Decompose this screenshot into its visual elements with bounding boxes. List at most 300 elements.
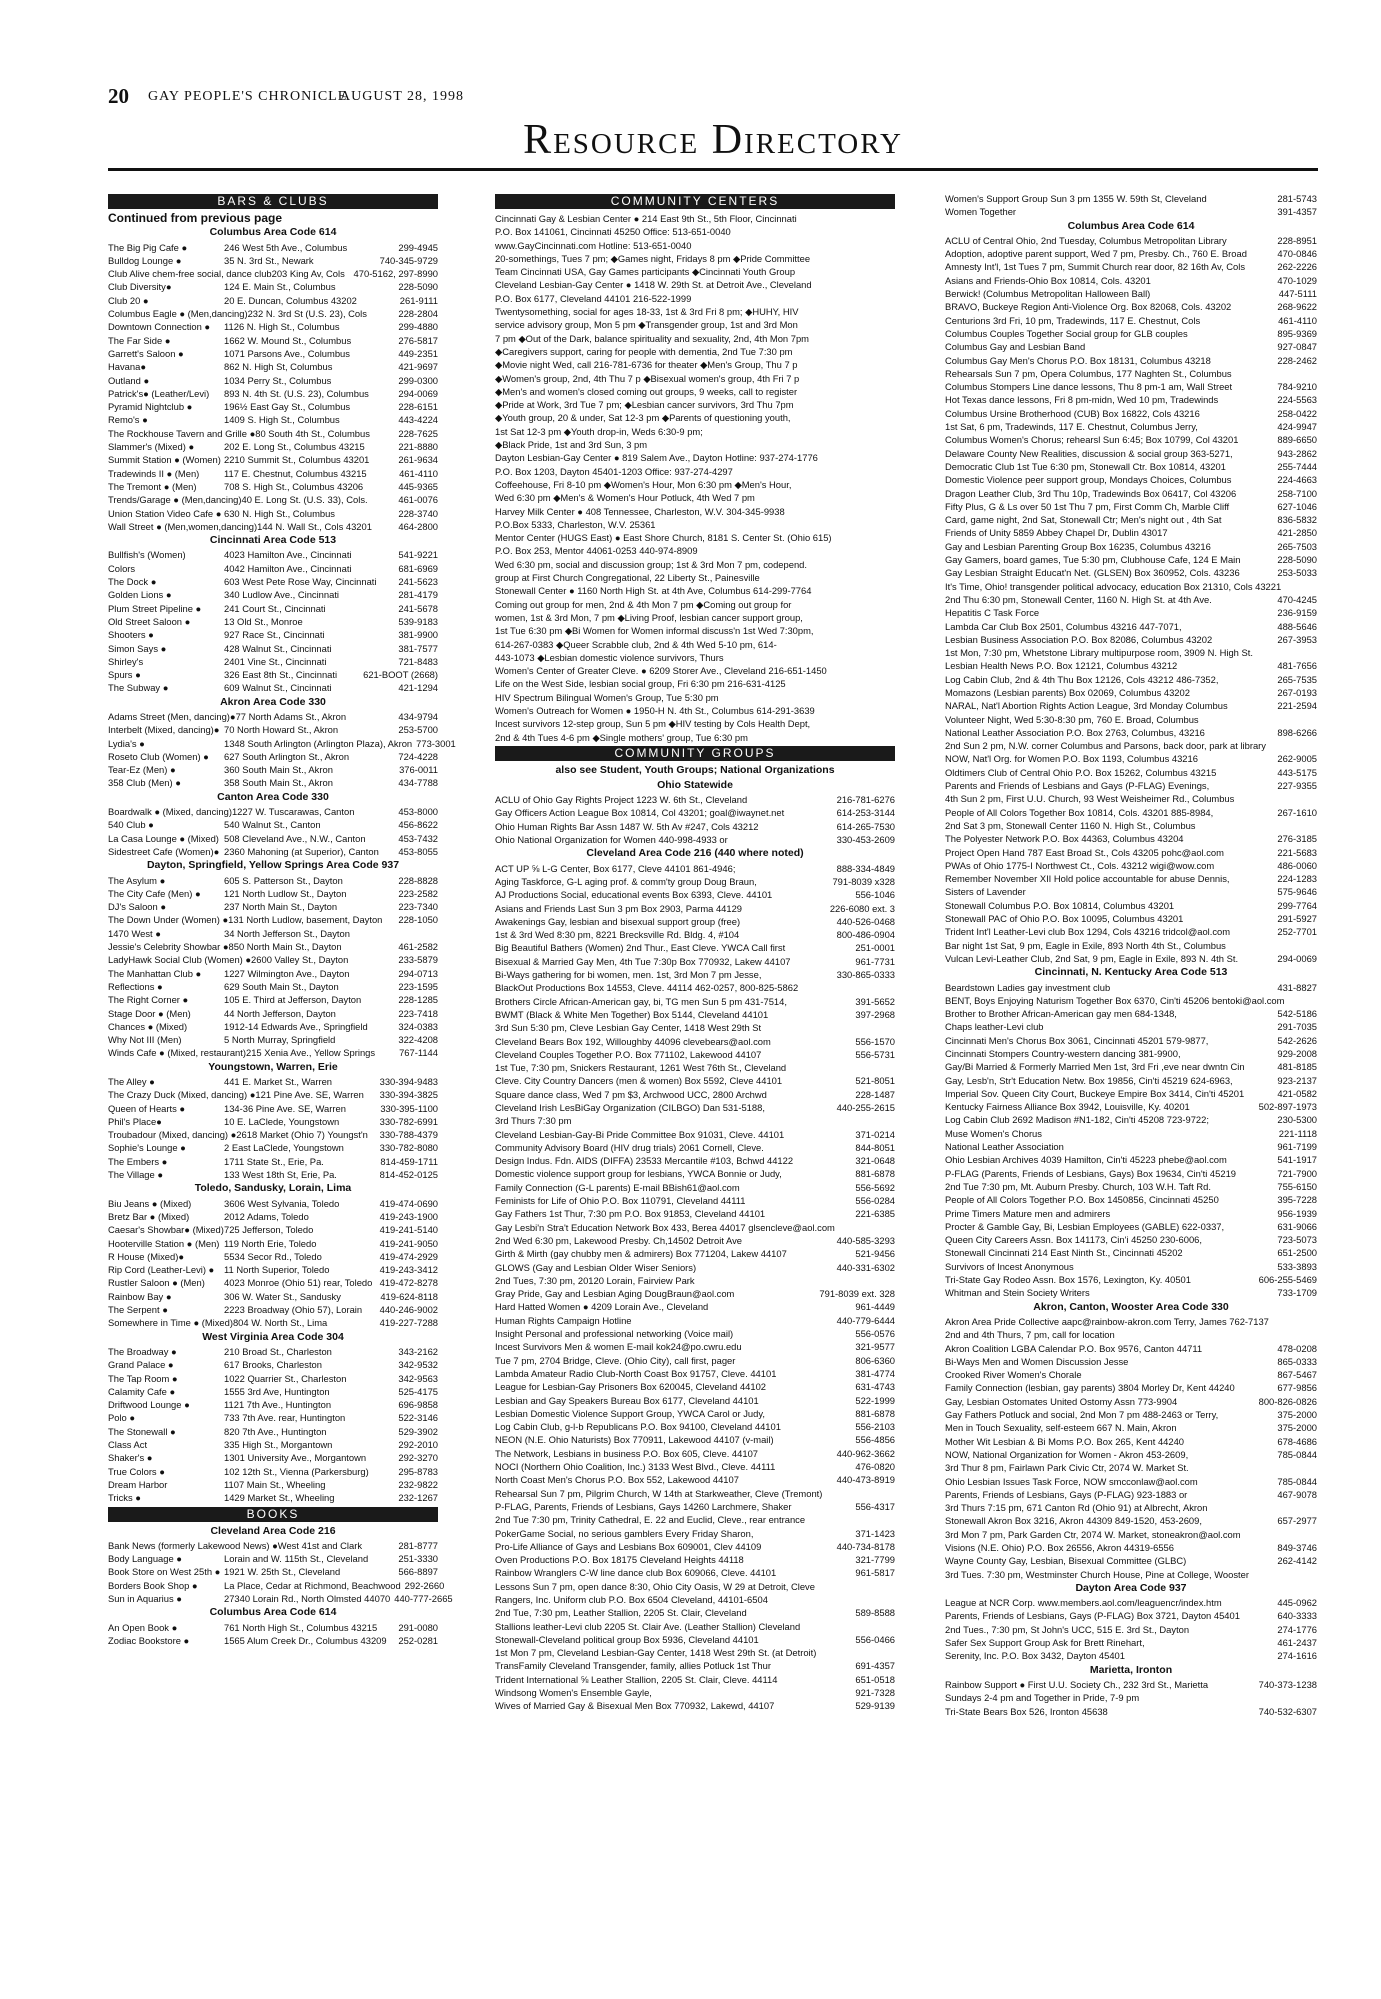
listing-row xyxy=(945,1020,1317,1033)
listing-phone: 330-394-9483 xyxy=(379,1076,438,1087)
listing-address: 20 E. Duncan, Columbus 43202 xyxy=(224,294,357,306)
listing-text: NOW, National Organization for Women - Akron 453-2609, xyxy=(945,1448,1189,1460)
listing-row xyxy=(495,1620,895,1633)
listing-row xyxy=(945,1007,1317,1020)
listing-text: Girth & Mirth (gay chubby men & admirers) Box 771204, Lakew 44107 xyxy=(495,1248,787,1260)
listing-address: 40 E. Long St. (U.S. 33), Cols. xyxy=(241,494,368,506)
listing-phone: 651-2500 xyxy=(1277,1247,1317,1259)
listing-address: 203 King Av, Cols xyxy=(271,268,345,280)
listing-group xyxy=(945,1678,1317,1718)
listing-address: 5534 Secor Rd., Toledo xyxy=(224,1250,322,1262)
listing-phone: 228-8951 xyxy=(1277,234,1317,246)
listing-row xyxy=(108,307,438,320)
title-rule xyxy=(108,168,1318,171)
listing-text: Asians and Friends-Ohio Box 10814, Cols. 43201 xyxy=(945,274,1151,286)
listing-name: Patrick's● (Leather/Levi) xyxy=(108,387,210,399)
listing-text: Columbus Ursine Brotherhood (CUB) Box 16822, Cols 43216 xyxy=(945,407,1200,419)
listing-row xyxy=(945,473,1317,486)
listing-line: P.O. Box 253, Mentor 44061-0253 440-974-8909 xyxy=(495,545,698,557)
listing-phone: 330-394-3825 xyxy=(379,1089,438,1101)
listing-row xyxy=(945,1273,1317,1286)
listing-phone: 299-4880 xyxy=(398,321,438,333)
listing-address: 121 Pine Ave. SE, Warren xyxy=(255,1089,364,1101)
listing-phone: 226-6080 ext. 3 xyxy=(829,902,895,914)
listing-line: 2nd & 4th Tues 4-6 pm ◆Single mothers' group, Tue 6:30 pm xyxy=(495,731,748,743)
listing-line: Incest survivors 12-step group, Sun 5 pm ◆HIV testing by Cols Health Dept, xyxy=(495,718,811,730)
listing-phone: 221-5683 xyxy=(1277,846,1317,858)
listing-address: 4042 Hamilton Ave., Cincinnati xyxy=(224,562,352,574)
listing-phone: 614-265-7530 xyxy=(836,820,895,832)
listing-name: Zodiac Bookstore ● xyxy=(108,1634,190,1646)
listing-phone: 542-2626 xyxy=(1277,1034,1317,1046)
listing-line: 443-1073 ◆Lesbian domestic violence survivors, Thurs xyxy=(495,651,724,663)
listing-row xyxy=(945,1395,1317,1408)
listing-address: 2618 Market (Ohio 7) Youngst'n xyxy=(236,1129,368,1141)
listing-text: Serenity, Inc. P.O. Box 3432, Dayton 45401 xyxy=(945,1650,1125,1662)
listing-row xyxy=(945,393,1317,406)
listing-text: Gay Lesbian Straight Educat'n Net. (GLSEN) Box 360952, Cols. 43236 xyxy=(945,567,1240,579)
listing-phone: 241-5623 xyxy=(398,576,438,588)
column-groups-continued xyxy=(945,192,1317,1792)
listing-name: Simon Says ● xyxy=(108,642,167,654)
page-header xyxy=(108,84,1308,108)
listing-phone: 330-788-4379 xyxy=(379,1129,438,1141)
listing-row xyxy=(945,659,1317,672)
continued-note: Continued from previous page xyxy=(108,211,283,225)
listing-phone: 221-1118 xyxy=(1278,1127,1317,1139)
listing-line: 20-somethings, Tues 7 pm; ◆Games night, Fridays 8 pm ◆Pride Committee xyxy=(495,252,811,264)
listing-address: La Place, Cedar at Richmond, Beachwood xyxy=(224,1579,401,1591)
listing-row xyxy=(108,832,438,845)
listing-phone: 267-0193 xyxy=(1277,686,1317,698)
listing-phone: 223-7340 xyxy=(398,901,438,913)
listing-row xyxy=(108,1033,438,1046)
listing-group xyxy=(945,1315,1317,1581)
listing-row xyxy=(495,1048,895,1061)
listing-phone: 881-6878 xyxy=(855,1407,895,1419)
listing-row xyxy=(108,453,438,466)
listing-group xyxy=(108,1539,453,1605)
listing-phone: 921-7328 xyxy=(855,1687,895,1699)
listing-text: Incest Survivors Men & women E-mail kok24@po.cwru.edu xyxy=(495,1341,742,1353)
listing-phone: 294-0069 xyxy=(398,387,438,399)
listing-row xyxy=(108,413,438,426)
listing-row xyxy=(108,1478,438,1491)
listing-phone: 440-779-6444 xyxy=(836,1314,895,1326)
listing-row xyxy=(495,1101,895,1114)
listing-row xyxy=(945,340,1317,353)
listing-row xyxy=(945,1705,1317,1718)
listing-phone: 299-0300 xyxy=(398,374,438,386)
listing-phone: 589-8588 xyxy=(855,1607,895,1619)
listing-name: The Far Side ● xyxy=(108,334,171,346)
listing-address: 850 North Main St., Dayton xyxy=(228,941,342,953)
listing-phone: 228-2804 xyxy=(398,308,438,320)
listing-name: The Tap Room ● xyxy=(108,1372,178,1384)
listing-text: Lessons Sun 7 pm, open dance 8:30, Ohio City Oasis, W 29 at Detroit, Cleve xyxy=(495,1580,815,1592)
listing-text: Parents, Friends of Lesbians, Gays (P-FLAG) 923-1883 or xyxy=(945,1488,1188,1500)
listing-text: Mother Wit Lesbian & Bi Moms P.O. Box 265, Kent 44240 xyxy=(945,1435,1185,1447)
listing-phone: 849-3746 xyxy=(1277,1541,1317,1553)
listing-phone: 330-782-6991 xyxy=(379,1115,438,1127)
listing-phone: 456-8622 xyxy=(398,819,438,831)
listing-row xyxy=(945,1541,1317,1554)
listing-phone: 614-253-3144 xyxy=(836,807,895,819)
listing-name: Sidestreet Cafe (Women)● xyxy=(108,845,220,857)
listing-text: TransFamily Cleveland Transgender, family, allies Potluck 1st Thur xyxy=(495,1660,771,1672)
listing-phone: 223-2582 xyxy=(398,887,438,899)
listing-row xyxy=(945,580,1317,593)
listing-phone: 740-373-1238 xyxy=(1258,1678,1317,1690)
listing-address: 1071 Parsons Ave., Columbus xyxy=(224,347,350,359)
listing-phone: 440-585-3293 xyxy=(836,1234,895,1246)
listing-text: Cleveland Irish LesBiGay Organization (CILBGO) Dan 531-5188, xyxy=(495,1102,765,1113)
listing-row xyxy=(945,1355,1317,1368)
listing-phone: 488-5646 xyxy=(1277,620,1317,632)
listing-text: Wayne County Gay, Lesbian, Bisexual Committee (GLBC) xyxy=(945,1555,1187,1567)
listing-row xyxy=(108,776,438,789)
listing-text: Tri-State Bears Box 526, Ironton 45638 xyxy=(945,1705,1108,1717)
listing-phone: 440-777-2665 xyxy=(394,1592,453,1604)
listing-phone: 381-4774 xyxy=(855,1367,895,1379)
listing-text: Asians and Friends Last Sun 3 pm Box 2903, Parma 44129 xyxy=(495,902,743,914)
listing-phone: 453-7432 xyxy=(398,832,438,844)
listing-phone: 541-1917 xyxy=(1277,1154,1317,1166)
listing-phone: 470-1029 xyxy=(1277,274,1317,286)
listing-phone: 556-0284 xyxy=(855,1195,895,1207)
listing-phone: 806-6360 xyxy=(855,1354,895,1366)
listing-row xyxy=(108,887,438,900)
listing-name: The Embers ● xyxy=(108,1155,168,1167)
listing-phone: 696-9858 xyxy=(398,1399,438,1411)
listing-phone: 434-9794 xyxy=(398,710,438,722)
listing-row xyxy=(108,1634,438,1647)
listing-phone: 375-2000 xyxy=(1277,1422,1317,1434)
listing-row xyxy=(945,1060,1317,1073)
listing-text: Log Cabin Club 2692 Madison #N1-182, Cin'ti 45208 723-9722; xyxy=(945,1114,1209,1126)
listing-name: The Serpent ● xyxy=(108,1304,168,1316)
listing-row xyxy=(945,846,1317,859)
listing-text: Cleve. City Country Dancers (men & women) Box 5592, Cleve 44101 xyxy=(495,1075,783,1087)
listing-text: Rainbow Wranglers C-W line dance club Box 609066, Cleve. 44101 xyxy=(495,1567,777,1579)
listing-text: ACLU of Central Ohio, 2nd Tuesday, Columbus Metropolitan Library xyxy=(945,234,1227,246)
listing-row xyxy=(945,1461,1317,1474)
listing-row xyxy=(945,300,1317,313)
listing-phone: 342-9532 xyxy=(398,1359,438,1371)
listing-phone: 521-8051 xyxy=(855,1075,895,1087)
listing-row xyxy=(945,766,1317,779)
section-heading-books: BOOKS xyxy=(108,1507,438,1522)
listing-text: BlackOut Productions Box 14553, Cleve. 44114 462-0257, 800-825-5862 xyxy=(495,982,799,994)
listing-text: Design Indus. Fdn. AIDS (DIFFA) 23533 Mercantile #103, Bchwd 44122 xyxy=(495,1155,794,1167)
listing-name: Why Not III (Men) xyxy=(108,1034,182,1046)
listing-address: 105 E. Third at Jefferson, Dayton xyxy=(224,994,362,1006)
listing-text: Lesbian and Gay Speakers Bureau Box 6177, Cleveland 44101 xyxy=(495,1394,759,1406)
listing-phone: 221-6385 xyxy=(855,1208,895,1220)
listing-row xyxy=(945,1286,1317,1299)
listing-row xyxy=(108,1197,438,1210)
listing-row xyxy=(945,1315,1317,1328)
listing-address: 603 West Pete Rose Way, Cincinnati xyxy=(224,576,377,588)
listing-row xyxy=(108,1491,438,1504)
listing-address: 1348 South Arlington (Arlington Plaza), Akron xyxy=(224,737,413,749)
listing-text: Wives of Married Gay & Bisexual Men Box 770932, Lakewd, 44107 xyxy=(495,1700,775,1712)
listing-phone: 221-8880 xyxy=(398,441,438,453)
listing-phone: 961-7731 xyxy=(855,955,895,967)
listing-text: P-FLAG, Parents, Friends of Lesbians, Gays 14260 Larchmere, Shaker xyxy=(495,1500,792,1512)
listing-phone: 291-5927 xyxy=(1277,913,1317,925)
listing-row xyxy=(945,1047,1317,1060)
listing-row xyxy=(108,360,438,373)
listing-phone: 678-4686 xyxy=(1277,1435,1317,1447)
listing-text: NOW, Nat'l Org. for Women P.O. Box 1193, Columbus 43216 xyxy=(945,753,1198,765)
listing-text: Columbus Couples Together Social group for GLB couples xyxy=(945,327,1188,339)
listing-text: Gay Lesbi'n Stra't Education Network Box 433, Berea 44017 glsencleve@aol.com xyxy=(495,1221,835,1233)
listing-row xyxy=(495,995,895,1008)
listing-address: 1429 Market St., Wheeling xyxy=(224,1492,335,1504)
listing-text: Gay Officers Action League Box 10814, Col 43201; goal@iwaynet.net xyxy=(495,807,785,819)
listing-name: Golden Lions ● xyxy=(108,589,172,601)
listing-name: Garrett's Saloon ● xyxy=(108,347,184,359)
listing-line: 1st Tue 6:30 pm ◆Bi Women for Women informal discuss'n 1st Wed 7:30pm, xyxy=(495,625,814,637)
listing-name: Rip Cord (Leather-Levi) ● xyxy=(108,1264,215,1276)
listing-row xyxy=(945,1087,1317,1100)
listing-row xyxy=(945,899,1317,912)
listing-row xyxy=(945,287,1317,300)
listing-row xyxy=(108,575,438,588)
listing-address: 540 Walnut St., Canton xyxy=(224,819,321,831)
listing-text: Pro-Life Alliance of Gays and Lesbians Box 609001, Clev 44109 xyxy=(495,1540,762,1552)
listing-name: Biu Jeans ● (Mixed) xyxy=(108,1197,192,1209)
listing-row xyxy=(945,739,1317,752)
city-heading: Ohio Statewide xyxy=(657,778,733,791)
listing-phone: 440-734-8178 xyxy=(836,1540,895,1552)
listing-row xyxy=(495,1686,895,1699)
listing-phone: 262-4142 xyxy=(1277,1555,1317,1567)
listing-address: 617 Brooks, Charleston xyxy=(224,1359,322,1371)
listing-text: Amnesty Int'l, 1st Tues 7 pm, Summit Church rear door, 82 16th Av, Cols xyxy=(945,261,1246,273)
listing-name: An Open Book ● xyxy=(108,1621,178,1633)
listing-name: Rustler Saloon ● (Men) xyxy=(108,1277,205,1289)
listing-phone: 274-1616 xyxy=(1277,1650,1317,1662)
listing-row xyxy=(495,968,895,981)
city-heading: Toledo, Sandusky, Lorain, Lima xyxy=(194,1182,352,1195)
listing-phone: 556-0576 xyxy=(855,1328,895,1340)
listing-text: Visions (N.E. Ohio) P.O. Box 26556, Akron 44319-6556 xyxy=(945,1541,1174,1553)
listing-line: P.O. Box 6177, Cleveland 44101 216-522-1999 xyxy=(495,292,692,304)
listing-row xyxy=(945,1193,1317,1206)
listing-line: ◆Movie night Wed, call 216-781-6736 for theater ◆Men's Group, Thu 7 p xyxy=(495,359,798,371)
listing-text: Survivors of Incest Anonymous xyxy=(945,1260,1074,1272)
listing-row xyxy=(108,1290,438,1303)
column-bars-books xyxy=(108,192,456,1792)
listing-line: ◆Women's group, 2nd, 4th Thu 7 p ◆Bisexual women's group, 4th Fri 7 p xyxy=(495,372,800,384)
listing-row xyxy=(495,1274,895,1287)
listing-name: Lydia's ● xyxy=(108,737,145,749)
listing-phone: 785-0844 xyxy=(1277,1475,1317,1487)
listing-line: Dayton Lesbian-Gay Center ● 819 Salem Ave., Dayton Hotline: 937-274-1776 xyxy=(495,452,818,464)
listing-row xyxy=(108,427,438,440)
listing-phone: 844-8051 xyxy=(855,1141,895,1153)
listing-phone: 281-4179 xyxy=(398,589,438,601)
issue-date: AUGUST 28, 1998 xyxy=(340,89,465,104)
listing-phone: 419-241-9050 xyxy=(379,1237,438,1249)
listing-phone: 228-2462 xyxy=(1277,354,1317,366)
listing-phone: 228-5090 xyxy=(398,281,438,293)
listing-group xyxy=(108,710,456,790)
listing-row xyxy=(495,1287,895,1300)
listing-row xyxy=(108,1075,438,1088)
city-heading: Canton Area Code 330 xyxy=(217,790,329,803)
listing-phone: 419-243-1900 xyxy=(379,1210,438,1222)
listing-row xyxy=(945,1421,1317,1434)
listing-line: ◆Youth group, 20 & under, Sat 12-3 pm ◆Parents of questioning youth, xyxy=(495,412,791,424)
listing-row xyxy=(108,1303,438,1316)
listing-address: 13 Old St., Monroe xyxy=(224,615,303,627)
listing-text: Insight Personal and professional networking (Voice mail) xyxy=(495,1328,734,1340)
listing-row xyxy=(945,673,1317,686)
listing-address: 117 E. Chestnut, Columbus 43215 xyxy=(224,467,367,479)
listing-address: 134-36 Pine Ave. SE, Warren xyxy=(224,1102,346,1114)
listing-text: AJ Productions Social, educational events Box 6393, Cleve. 44101 xyxy=(495,889,773,901)
listing-phone: 395-7228 xyxy=(1277,1194,1317,1206)
listing-phone: 943-2862 xyxy=(1277,447,1317,459)
listing-row xyxy=(495,1221,895,1234)
listing-name: True Colors ● xyxy=(108,1465,165,1477)
listing-name: Tradewinds II ● (Men) xyxy=(108,467,200,479)
listing-row xyxy=(495,1021,895,1034)
listing-row xyxy=(945,487,1317,500)
listing-text: Dragon Leather Club, 3rd Thu 10p, Tradewinds Box 06417, Col 43206 xyxy=(945,487,1237,499)
listing-phone: 224-4663 xyxy=(1277,474,1317,486)
listing-address: 35 N. 3rd St., Newark xyxy=(224,254,314,266)
listing-line: Harvey Milk Center ● 408 Tennessee, Charleston, W.V. 304-345-9938 xyxy=(495,505,785,517)
listing-address: 2223 Broadway (Ohio 57), Lorain xyxy=(224,1304,363,1316)
listing-row xyxy=(495,1407,895,1420)
listing-phone: 228-6151 xyxy=(398,401,438,413)
listing-row xyxy=(108,241,438,254)
listing-row xyxy=(108,1250,438,1263)
listing-phone: 324-0383 xyxy=(398,1020,438,1032)
listing-text: Human Rights Campaign Hotline xyxy=(495,1314,632,1326)
listing-line: P.O.Box 5333, Charleston, W.V. 25361 xyxy=(495,518,656,530)
listing-phone: 724-4228 xyxy=(398,750,438,762)
listing-row xyxy=(495,1460,895,1473)
listing-row xyxy=(108,267,438,280)
listing-text: Trident Int'l Leather-Levi club Box 1294, Cols 43216 tridcol@aol.com xyxy=(945,926,1231,938)
listing-phone: 755-6150 xyxy=(1277,1180,1317,1192)
listing-text: Akron Coalition LGBA Calendar P.O. Box 9576, Canton 44711 xyxy=(945,1342,1203,1354)
listing-row xyxy=(495,793,895,806)
listing-address: 215 Xenia Ave., Yellow Springs xyxy=(246,1047,376,1059)
listing-row xyxy=(495,1487,895,1500)
listing-row xyxy=(108,1621,438,1634)
listing-text: 2nd Thu 6:30 pm, Stonewall Center, 1160 N. High St. at 4th Ave. xyxy=(945,593,1212,605)
listing-name: Downtown Connection ● xyxy=(108,321,211,333)
listing-text: League at NCR Corp. www.members.aol.com/leaguencr/index.htm xyxy=(945,1597,1222,1609)
listing-text: PokerGame Social, no serious gamblers Every Friday Sharon, xyxy=(495,1527,754,1539)
listing-text: Cincinnati Stompers Country-western dancing 381-9900, xyxy=(945,1048,1181,1059)
listing-row xyxy=(108,628,438,641)
listing-phone: 440-331-6302 xyxy=(836,1261,895,1273)
listing-row xyxy=(108,1128,438,1141)
listing-name: Outland ● xyxy=(108,374,150,386)
listing-phone: 443-5175 xyxy=(1277,766,1317,778)
listing-row xyxy=(945,806,1317,819)
listing-row xyxy=(108,1438,438,1451)
listing-text: Bi-Ways gathering for bi women, men. 1st, 3rd Mon 7 pm Jesse, xyxy=(495,969,762,981)
listing-name: Phil's Place● xyxy=(108,1115,162,1127)
listing-phone: 292-3270 xyxy=(398,1452,438,1464)
listing-row xyxy=(108,400,438,413)
listing-phone: 740-345-9729 xyxy=(379,254,438,266)
listing-row xyxy=(108,387,438,400)
listing-row xyxy=(108,467,438,480)
listing-line: 1st Sat 12-3 pm ◆Youth drop-in, Weds 6:30-9 pm; xyxy=(495,425,703,437)
listing-phone: 476-0820 xyxy=(855,1461,895,1473)
listing-phone: 556-0466 xyxy=(855,1633,895,1645)
listing-text: GLOWS (Gay and Lesbian Older Wiser Seniors) xyxy=(495,1261,697,1273)
listing-phone: 691-4357 xyxy=(855,1660,895,1672)
listing-phone: 421-0582 xyxy=(1277,1087,1317,1099)
listing-line: Coffeehouse, Fri 8-10 pm ◆Women's Hour, Mon 6:30 pm ◆Men's Hour, xyxy=(495,478,792,490)
listing-phone: 228-1487 xyxy=(855,1088,895,1100)
listing-name: The City Cafe (Men) ● xyxy=(108,887,201,899)
listing-text: National Leather Association P.O. Box 2763, Columbus, 43216 xyxy=(945,726,1205,738)
listing-name: Trends/Garage ● (Men,dancing) xyxy=(108,494,242,506)
listing-row xyxy=(108,1276,438,1289)
listing-phone: 461-4110 xyxy=(1278,314,1317,326)
listing-phone: 657-2977 xyxy=(1277,1515,1317,1527)
listing-text: Rehearsals Sun 7 pm, Opera Columbus, 177 Naghten St., Columbus xyxy=(945,367,1232,379)
listing-name: La Casa Lounge ● (Mixed) xyxy=(108,832,219,844)
listing-row xyxy=(108,1385,438,1398)
listing-row xyxy=(945,1501,1317,1514)
listing-group xyxy=(495,862,895,1713)
listing-group xyxy=(108,1345,438,1505)
listing-row xyxy=(945,593,1317,606)
listing-row xyxy=(945,1246,1317,1259)
listing-name: The Tremont ● (Men) xyxy=(108,480,197,492)
listing-address: 121 North Ludlow St., Dayton xyxy=(224,887,347,899)
listing-row xyxy=(945,447,1317,460)
listing-row xyxy=(108,1223,438,1236)
listing-line: ◆Men's and women's closed coming out groups, 9 weeks, call to register xyxy=(495,385,798,397)
listing-text: Card, game night, 2nd Sat, Stonewall Ctr; Men's night out , 4th Sat xyxy=(945,514,1222,526)
listing-row xyxy=(495,1659,895,1672)
listing-row xyxy=(108,874,438,887)
listing-row xyxy=(108,507,438,520)
listing-row xyxy=(945,1180,1317,1193)
listing-row xyxy=(495,902,895,915)
listing-text: Akron Area Pride Collective aapc@rainbow-akron.com Terry, James 762-7137 xyxy=(945,1315,1269,1327)
listing-phone: 836-5832 xyxy=(1277,514,1317,526)
listing-phone: 721-7900 xyxy=(1277,1167,1317,1179)
listing-phone: 294-0713 xyxy=(398,967,438,979)
listing-text: Hepatitis C Task Force xyxy=(945,607,1040,619)
listing-address: 630 N. High St., Columbus xyxy=(224,507,335,519)
listing-address: 5 North Murray, Springfield xyxy=(224,1034,336,1046)
listing-row xyxy=(495,1433,895,1446)
listing-row xyxy=(108,1316,438,1329)
listing-text: People of All Colors Together P.O. Box 1450856, Cincinnati 45250 xyxy=(945,1194,1219,1206)
listing-text: 2nd Sat 3 pm, Stonewall Center 1160 N. High St., Columbus xyxy=(945,819,1196,831)
listing-address: 80 South 4th St., Columbus xyxy=(255,427,370,439)
city-heading: Columbus Area Code 614 xyxy=(209,1606,337,1619)
listing-name: Union Station Video Cafe ● xyxy=(108,507,222,519)
listing-name: 540 Club ● xyxy=(108,819,154,831)
listing-row xyxy=(108,1115,438,1128)
